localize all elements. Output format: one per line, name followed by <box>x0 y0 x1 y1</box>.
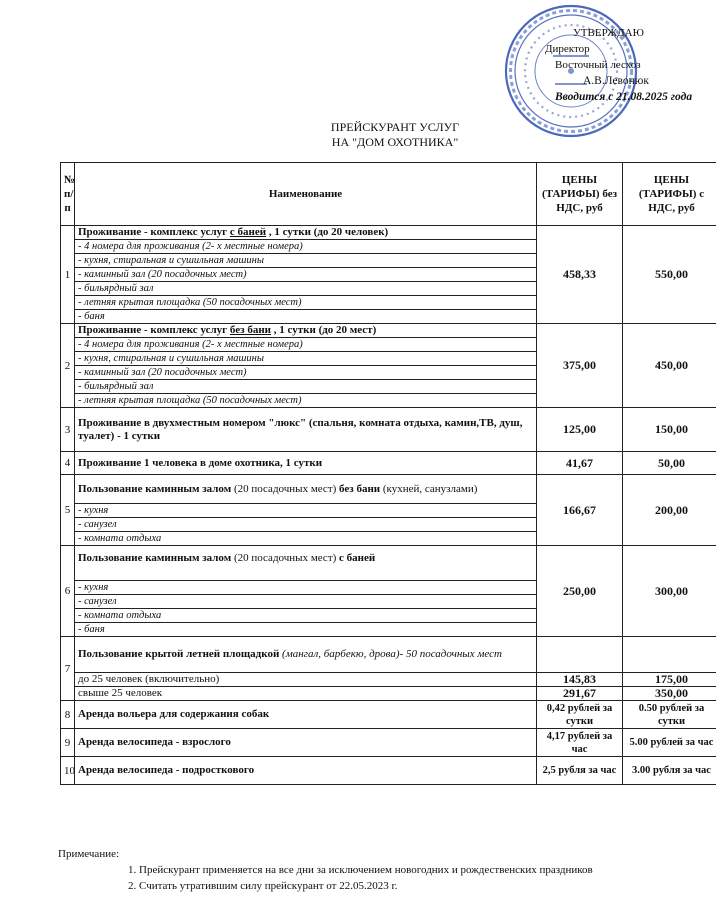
main-text-part: , 1 сутки (до 20 человек) <box>266 226 389 238</box>
main-text-part: (кухней, санузлами) <box>382 482 478 495</box>
price-no-vat: 375,00 <box>537 324 623 408</box>
detail-item: - бильярдный зал <box>75 282 537 296</box>
main-text-part: Проживание - комплекс услуг <box>78 226 230 238</box>
price-vat: 0.50 рублей за сутки <box>623 701 716 729</box>
empty-cell <box>623 637 716 673</box>
row-main-text: Проживание в двухместным номером "люкс" (спальня, комната отдыха, камин,ТВ, душ, туалет) - 1 сутки <box>75 408 537 452</box>
table-subrow <box>61 687 716 701</box>
header-price-vat: ЦЕНЫ (ТАРИФЫ) с НДС, руб <box>623 163 716 226</box>
approval-line-position: Директор <box>545 43 590 55</box>
detail-item: - 4 номера для проживания (2- х местные номера) <box>75 338 537 352</box>
main-text-part: - 50 посадочных мест <box>399 648 502 660</box>
row-num: 10 <box>61 757 75 785</box>
subrow-label: до 25 человек (включительно) <box>75 673 537 687</box>
price-vat: 150,00 <box>623 408 716 452</box>
detail-item: - баня <box>75 310 537 324</box>
detail-item: - кухня <box>75 504 537 518</box>
main-text-part: Пользование каминным залом <box>78 552 234 564</box>
detail-item: - комната отдыха <box>75 609 537 623</box>
row-main-text: Проживание 1 человека в доме охотника, 1 сутки <box>75 452 537 475</box>
subrow-label: свыше 25 человек <box>75 687 537 701</box>
main-text-part: Пользование каминным залом <box>78 482 234 495</box>
row-num: 9 <box>61 729 75 757</box>
row-main-text: Аренда велосипеда - подросткового <box>75 757 537 785</box>
main-text-underlined: без бани <box>229 324 271 336</box>
main-text-part: , 1 сутки (до 20 мест) <box>271 324 377 336</box>
price-no-vat: 458,33 <box>537 226 623 324</box>
main-text-part: с баней <box>339 552 376 564</box>
main-text-part: (20 посадочных мест) <box>233 482 340 495</box>
table-row <box>61 226 716 240</box>
price-no-vat: 41,67 <box>537 452 623 475</box>
detail-item: - санузел <box>75 595 537 609</box>
detail-item: - летняя крытая площадка (50 посадочных мест) <box>75 296 537 310</box>
header-price-no-vat: ЦЕНЫ (ТАРИФЫ) без НДС, руб <box>537 163 623 226</box>
notes-section <box>58 846 708 894</box>
table-header-row <box>61 163 716 226</box>
title-line-2: НА "ДОМ ОХОТНИКА" <box>331 135 459 149</box>
detail-item: - каминный зал (20 посадочных мест) <box>75 366 537 380</box>
approval-line-approve: УТВЕРЖДАЮ <box>573 27 644 39</box>
main-text-part: Пользование крытой летней площадкой <box>78 648 283 660</box>
row-main-text <box>75 546 537 581</box>
main-text-part: без бани <box>339 482 383 495</box>
price-no-vat: 2,5 рубля за час <box>537 757 623 785</box>
main-text-part: Проживание - комплекс услуг <box>78 324 230 336</box>
price-vat: 550,00 <box>623 226 716 324</box>
table-row <box>61 324 716 338</box>
row-num: 3 <box>61 408 75 452</box>
approval-line-signatory: А.В.Левонюк <box>583 75 649 87</box>
table-row <box>61 701 716 729</box>
header-num: № п/п <box>61 163 75 226</box>
price-vat: 3.00 рубля за час <box>623 757 716 785</box>
price-vat: 175,00 <box>623 673 716 687</box>
row-num: 2 <box>61 324 75 408</box>
detail-item: - комната отдыха <box>75 532 537 546</box>
note-item-1: 1. Прейскурант применяется на все дни за исключением новогодних и рождественских праздников <box>128 864 593 876</box>
main-text-underlined: с баней <box>229 226 267 238</box>
main-text-italic: (мангал, барбекю, дрова) <box>282 648 400 660</box>
row-num: 4 <box>61 452 75 475</box>
row-main-text: Аренда велосипеда - взрослого <box>75 729 537 757</box>
price-table <box>60 162 716 785</box>
header-name: Наименование <box>75 163 537 226</box>
detail-item: - 4 номера для проживания (2- х местные номера) <box>75 240 537 254</box>
detail-item: - баня <box>75 623 537 637</box>
price-vat: 300,00 <box>623 546 716 637</box>
price-no-vat: 0,42 рублей за сутки <box>537 701 623 729</box>
notes-label: Примечание: <box>58 848 120 860</box>
price-no-vat: 291,67 <box>537 687 623 701</box>
table-subrow <box>61 673 716 687</box>
approval-line-organization: Восточный лесхоз <box>555 59 641 71</box>
row-num: 1 <box>61 226 75 324</box>
row-main-text <box>75 324 537 338</box>
table-row <box>61 452 716 475</box>
row-main-text <box>75 475 537 504</box>
table-row <box>61 757 716 785</box>
price-vat: 450,00 <box>623 324 716 408</box>
price-no-vat: 145,83 <box>537 673 623 687</box>
main-text-part: (20 посадочных мест) <box>233 552 340 564</box>
price-no-vat: 166,67 <box>537 475 623 546</box>
price-vat: 50,00 <box>623 452 716 475</box>
price-no-vat: 4,17 рублей за час <box>537 729 623 757</box>
detail-item: - кухня <box>75 581 537 595</box>
table-row <box>61 408 716 452</box>
detail-item: - кухня, стиральная и сушильная машины <box>75 254 537 268</box>
table-row <box>61 546 716 581</box>
row-num: 8 <box>61 701 75 729</box>
price-no-vat: 125,00 <box>537 408 623 452</box>
approval-line-effective-date: Вводится с 21.08.2025 года <box>555 91 693 103</box>
row-num: 7 <box>61 637 75 701</box>
note-item-2: 2. Считать утратившим силу прейскурант от 22.05.2023 г. <box>128 880 398 892</box>
row-num: 5 <box>61 475 75 546</box>
detail-item: - каминный зал (20 посадочных мест) <box>75 268 537 282</box>
detail-item: - санузел <box>75 518 537 532</box>
row-num: 6 <box>61 546 75 637</box>
table-row <box>61 475 716 504</box>
table-row <box>61 729 716 757</box>
document-title <box>250 120 540 150</box>
price-vat: 5.00 рублей за час <box>623 729 716 757</box>
price-no-vat: 250,00 <box>537 546 623 637</box>
table-row <box>61 637 716 673</box>
approval-block <box>545 25 715 105</box>
price-vat: 200,00 <box>623 475 716 546</box>
detail-item: - летняя крытая площадка (50 посадочных мест) <box>75 394 537 408</box>
row-main-text <box>75 637 537 673</box>
price-vat: 350,00 <box>623 687 716 701</box>
detail-item: - бильярдный зал <box>75 380 537 394</box>
detail-item: - кухня, стиральная и сушильная машины <box>75 352 537 366</box>
empty-cell <box>537 637 623 673</box>
title-line-1: ПРЕЙСКУРАНТ УСЛУГ <box>330 120 460 134</box>
row-main-text <box>75 226 537 240</box>
row-main-text: Аренда вольера для содержания собак <box>75 701 537 729</box>
